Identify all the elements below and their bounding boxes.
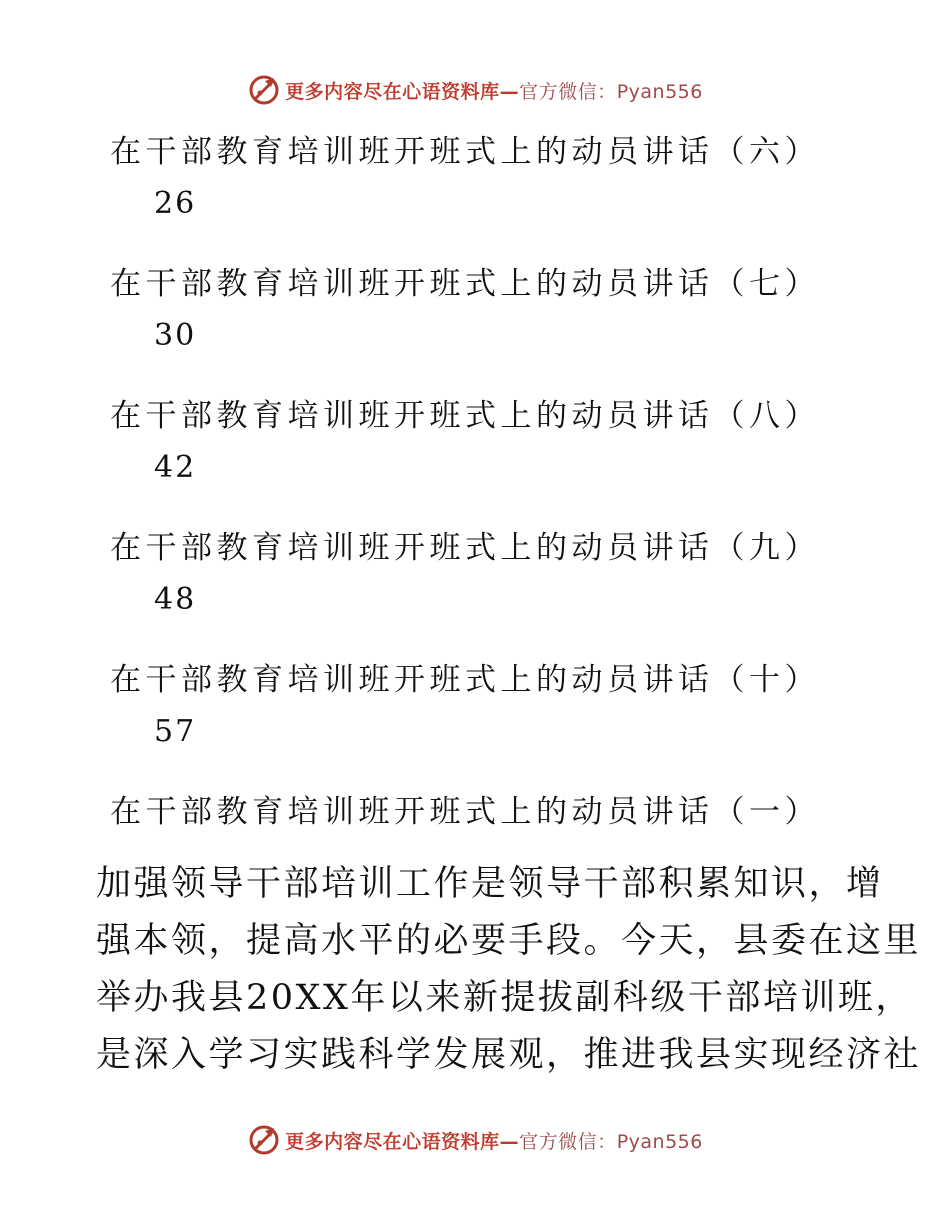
toc-entry[interactable] <box>110 516 870 648</box>
watermark-wechat-label: 官方微信： <box>519 1130 617 1153</box>
toc-entry-title[interactable]: 在干部教育培训班开班式上的动员讲话（十） <box>110 662 820 698</box>
toc-entry-title[interactable]: 在干部教育培训班开班式上的动员讲话（九） <box>110 530 820 566</box>
toc-entry-page: 30 <box>154 318 197 353</box>
header-watermark <box>0 70 950 110</box>
paragraph-line: 举办我县20XX年以来新提拔副科级干部培训班， <box>96 978 913 1018</box>
toc-entry-page: 26 <box>154 186 197 221</box>
footer-watermark <box>0 1120 950 1160</box>
toc-entry[interactable] <box>110 252 870 384</box>
toc-entry-page: 48 <box>154 582 197 617</box>
watermark-wechat-id: Pyan556 <box>616 1130 703 1153</box>
brand-logo-icon <box>247 1123 281 1157</box>
watermark-wechat-id: Pyan556 <box>616 80 703 103</box>
toc-entry-page: 42 <box>154 450 197 485</box>
watermark-wechat-label: 官方微信： <box>519 80 617 103</box>
toc-entry[interactable] <box>110 648 870 780</box>
toc-entry[interactable] <box>110 384 870 516</box>
watermark-main: 更多内容尽在心语资料库 <box>285 80 500 103</box>
paragraph-line: 是深入学习实践科学发展观，推进我县实现经济社 <box>96 1035 922 1075</box>
brand-logo-icon <box>247 73 281 107</box>
toc-entry-page: 57 <box>154 714 197 749</box>
watermark-text <box>285 77 703 104</box>
toc-entry[interactable] <box>110 120 870 252</box>
section-heading: 在干部教育培训班开班式上的动员讲话（一） <box>110 794 820 830</box>
paragraph-line: 加强领导干部培训工作是领导干部积累知识，增 <box>96 864 884 904</box>
watermark-separator: — <box>499 80 520 103</box>
watermark-main: 更多内容尽在心语资料库 <box>285 1130 500 1153</box>
paragraph-line: 强本领，提高水平的必要手段。今天，县委在这里 <box>96 921 922 961</box>
table-of-contents <box>110 120 870 780</box>
watermark-separator: — <box>499 1130 520 1153</box>
body-paragraph <box>96 856 922 1084</box>
toc-entry-title[interactable]: 在干部教育培训班开班式上的动员讲话（六） <box>110 134 820 170</box>
toc-entry-title[interactable]: 在干部教育培训班开班式上的动员讲话（七） <box>110 266 820 302</box>
watermark-text <box>285 1127 703 1154</box>
toc-entry-title[interactable]: 在干部教育培训班开班式上的动员讲话（八） <box>110 398 820 434</box>
